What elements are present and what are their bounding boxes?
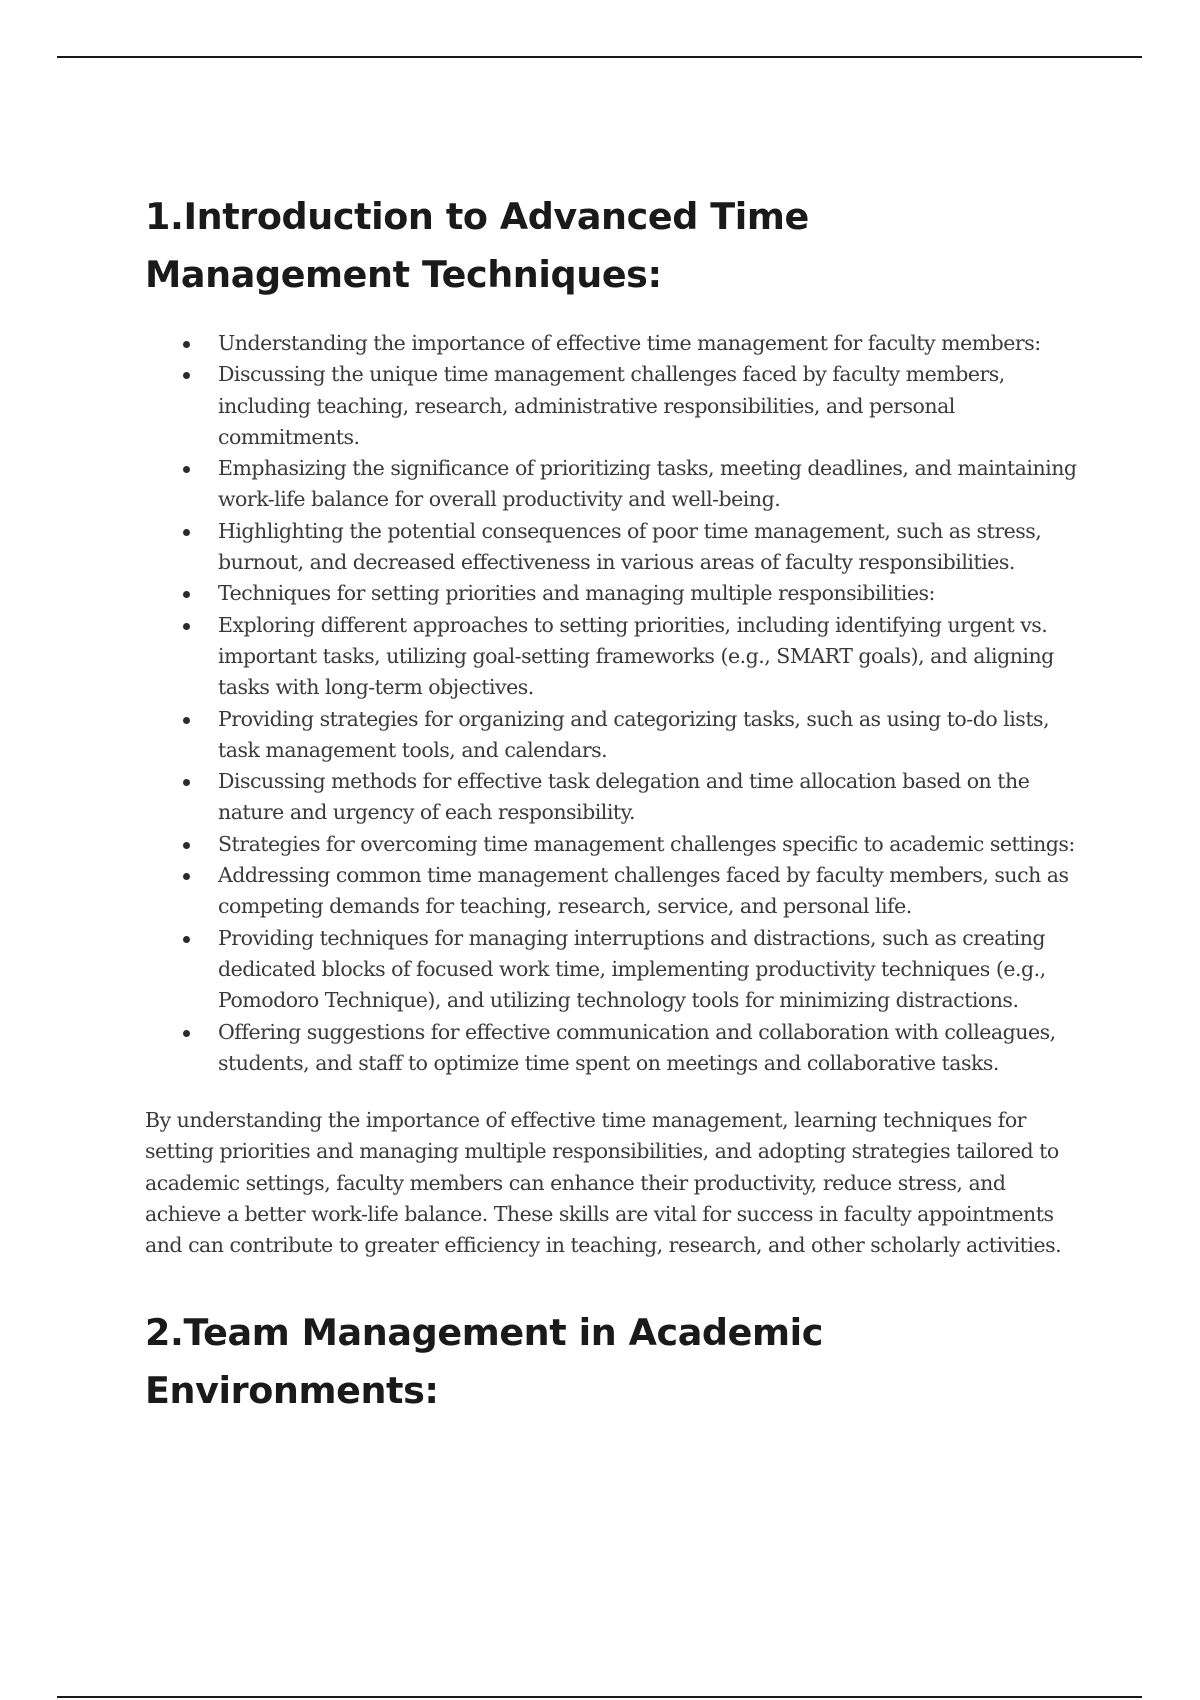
bullet-icon <box>183 372 190 379</box>
list-item <box>145 359 1085 453</box>
list-item <box>145 1017 1085 1080</box>
list-item-text: Understanding the importance of effective time management for faculty members: <box>218 331 1041 355</box>
list-item-text: Addressing common time management challenges faced by faculty members, such as competing demands for teaching, research, service, and personal life. <box>218 863 1069 919</box>
list-item <box>145 516 1085 579</box>
list-item <box>145 860 1085 923</box>
section-introduction <box>145 188 1085 1262</box>
list-item <box>145 578 1085 609</box>
bullet-icon <box>183 623 190 630</box>
bullet-list <box>145 328 1085 1079</box>
top-rule <box>57 56 1142 58</box>
list-item <box>145 453 1085 516</box>
list-item-text: Providing strategies for organizing and categorizing tasks, such as using to-do lists, task management tools, and calendars. <box>218 706 1050 762</box>
bullet-icon <box>183 591 190 598</box>
list-item-text: Discussing the unique time management challenges faced by faculty members, including teaching, research, administrative responsibilities, and personal commitments. <box>218 362 1005 449</box>
bullet-icon <box>183 779 190 786</box>
list-item-text: Strategies for overcoming time management challenges specific to academic settings: <box>218 831 1075 856</box>
list-item-text: Discussing methods for effective task delegation and time allocation based on the nature and urgency of each responsibility. <box>218 769 1030 825</box>
list-item <box>145 328 1085 359</box>
list-item-text: Exploring different approaches to setting priorities, including identifying urgent vs. important tasks, utilizing goal-setting frameworks (e.g., SMART goals), and aligning tasks with long-term objectives. <box>218 612 1054 700</box>
list-item <box>145 829 1085 860</box>
bullet-icon <box>183 717 190 724</box>
list-item <box>145 704 1085 767</box>
bullet-icon <box>183 466 190 473</box>
bullet-icon <box>183 341 190 348</box>
section-heading: 2.Team Management in Academic Environments: <box>145 1310 823 1412</box>
list-item-text: Techniques for setting priorities and managing multiple responsibilities: <box>218 581 935 606</box>
bullet-icon <box>183 842 190 849</box>
list-item-text: Providing techniques for managing interruptions and distractions, such as creating dedicated blocks of focused work time, implementing productivity techniques (e.g., Pomodoro Technique), and utilizing technology tools for minimizing distractions. <box>218 925 1046 1013</box>
list-item <box>145 766 1085 829</box>
list-item-text: Highlighting the potential consequences of poor time management, such as stress, burnout, and decreased effectiveness in various areas of faculty responsibilities. <box>218 518 1042 575</box>
section-team-management <box>145 1304 1085 1420</box>
list-item-text: Emphasizing the significance of prioritizing tasks, meeting deadlines, and maintaining work-life balance for overall productivity and well-being. <box>218 456 1077 512</box>
list-item <box>145 923 1085 1017</box>
summary-paragraph: By understanding the importance of effective time management, learning techniques for setting priorities and managing multiple responsibilities, and adopting strategies tailored to academic settings, faculty members can enhance their productivity, reduce stress, and achieve a better work-life balance. These skills are vital for success in faculty appointments and can contribute to greater efficiency in teaching, research, and other scholarly activities. <box>145 1108 1062 1258</box>
section-heading: 1.Introduction to Advanced Time Management Techniques: <box>145 195 809 296</box>
bottom-rule <box>57 1696 1142 1698</box>
document-body <box>145 188 1085 1420</box>
bullet-icon <box>183 936 190 943</box>
list-item <box>145 610 1085 704</box>
bullet-icon <box>183 1030 190 1037</box>
bullet-icon <box>183 529 190 536</box>
list-item-text: Offering suggestions for effective communication and collaboration with colleagues, students, and staff to optimize time spent on meetings and collaborative tasks. <box>218 1019 1056 1075</box>
bullet-icon <box>183 873 190 880</box>
